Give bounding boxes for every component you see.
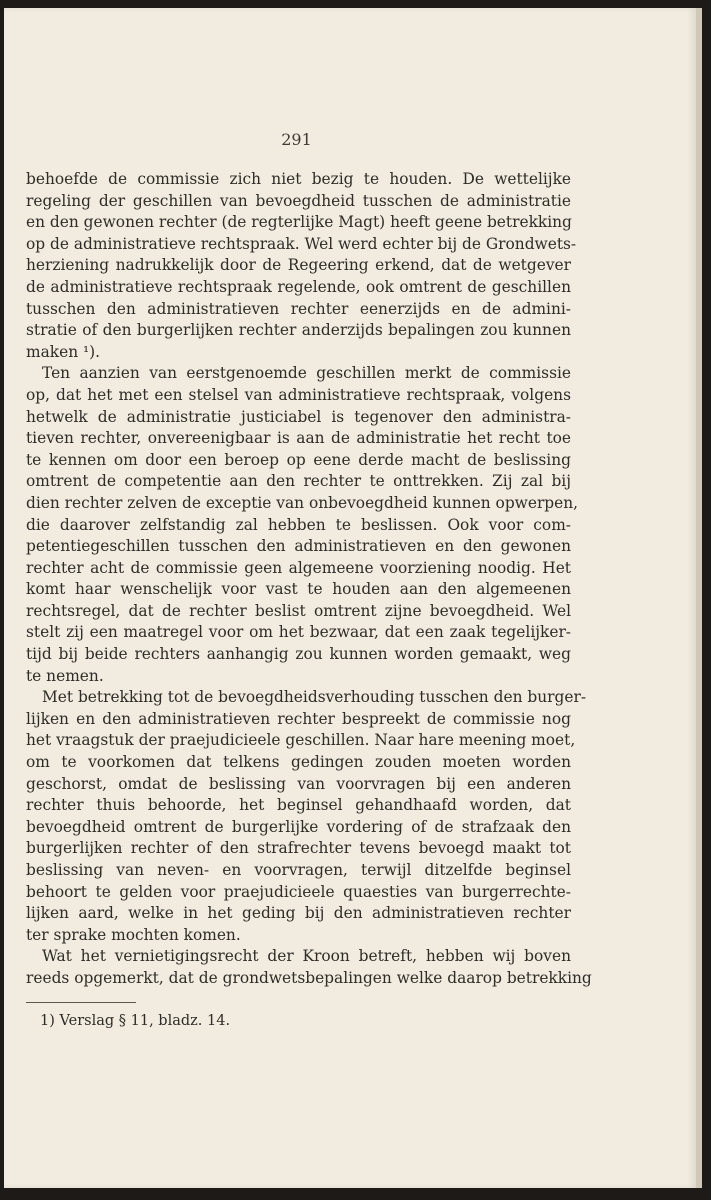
text-line: regeling der geschillen van bevoegdheid tusschen de administratie (26, 191, 571, 210)
page-number: 291 (281, 130, 312, 149)
text-line: Wat het vernietigingsrecht der Kroon betreft, hebben wij boven (42, 947, 571, 966)
text-line: petentiegeschillen tusschen den administratieven en den gewonen (26, 537, 571, 556)
text-line: te nemen. (26, 666, 104, 685)
text-line: reeds opgemerkt, dat de grondwetsbepalingen welke daarop betrekking (26, 968, 592, 987)
text-line: tijd bij beide rechters aanhangig zou kunnen worden gemaakt, weg (26, 645, 571, 664)
text-line: stratie of den burgerlijken rechter anderzijds bepalingen zou kunnen (26, 321, 571, 340)
text-line: ter sprake mochten komen. (26, 925, 241, 944)
text-line: tieven rechter, onvereenigbaar is aan de administratie het recht toe (26, 429, 571, 448)
text-line: lijken aard, welke in het geding bij den administratieven rechter (26, 904, 571, 923)
text-line: tusschen den administratieven rechter eenerzijds en de admini- (26, 299, 571, 318)
text-line: Met betrekking tot de bevoegdheidsverhouding tusschen den burger- (42, 688, 587, 707)
text-line: het vraagstuk der praejudicieele geschillen. Naar hare meening moet, (26, 731, 576, 750)
text-line: rechter thuis behoorde, het beginsel gehandhaafd worden, dat (26, 796, 571, 815)
footnote-divider (26, 1002, 136, 1003)
text-line: beslissing van neven- en voorvragen, terwijl ditzelfde beginsel (26, 861, 571, 879)
text-line: omtrent de competentie aan den rechter te onttrekken. Zij zal bij (26, 472, 571, 491)
text-line: behoort te gelden voor praejudicieele quaesties van burgerrechte- (26, 882, 571, 901)
text-line: te kennen om door een beroep op eene derde macht de beslissing (26, 450, 571, 469)
text-line: Ten aanzien van eerstgenoemde geschillen merkt de commissie (42, 364, 571, 383)
text-line: rechter acht de commissie geen algemeene voorziening noodig. Het (26, 558, 571, 577)
text-line: hetwelk de administratie justiciabel is tegenover den administra- (26, 407, 571, 426)
text-line: op de administratieve rechtspraak. Wel werd echter bij de Grondwets- (26, 234, 577, 253)
text-line: en den gewonen rechter (de regterlijke Magt) heeft geene betrekking (26, 213, 572, 232)
text-line: behoefde de commissie zich niet bezig te houden. De wettelijke (26, 170, 571, 188)
text-line: op, dat het met een stelsel van administratieve rechtspraak, volgens (26, 385, 571, 404)
text-line: rechtsregel, dat de rechter beslist omtrent zijne bevoegdheid. Wel (26, 601, 571, 620)
text-line: lijken en den administratieven rechter bespreekt de commissie nog (26, 709, 571, 728)
text-line: bevoegdheid omtrent de burgerlijke vordering of de strafzaak den (26, 817, 571, 836)
text-line: maken ¹). (26, 342, 101, 361)
text-line: geschorst, omdat de beslissing van voorvragen bij een anderen (26, 774, 571, 793)
text-line: om te voorkomen dat telkens gedingen zouden moeten worden (26, 753, 571, 772)
paragraph (26, 687, 587, 946)
paragraph (26, 169, 577, 363)
book-page (4, 8, 702, 1188)
text-line: komt haar wenschelijk voor vast te houden aan den algemeenen (26, 580, 571, 599)
footnote: 1) Verslag § 11, bladz. 14. (40, 1013, 231, 1029)
paragraph (26, 363, 579, 687)
text-line: stelt zij een maatregel voor om het bezwaar, dat een zaak tegelijker- (26, 623, 571, 642)
paragraph (26, 946, 592, 989)
body-text (26, 169, 592, 990)
text-line: die daarover zelfstandig zal hebben te beslissen. Ook voor com- (26, 515, 571, 534)
text-line: dien rechter zelven de exceptie van onbevoegdheid kunnen opwerpen, (26, 493, 579, 512)
text-line: burgerlijken rechter of den strafrechter tevens bevoegd maakt tot (26, 839, 571, 858)
text-line: de administratieve rechtspraak regelende, ook omtrent de geschillen (26, 277, 571, 296)
text-line: herziening nadrukkelijk door de Regeering erkend, dat de wetgever (26, 256, 571, 275)
